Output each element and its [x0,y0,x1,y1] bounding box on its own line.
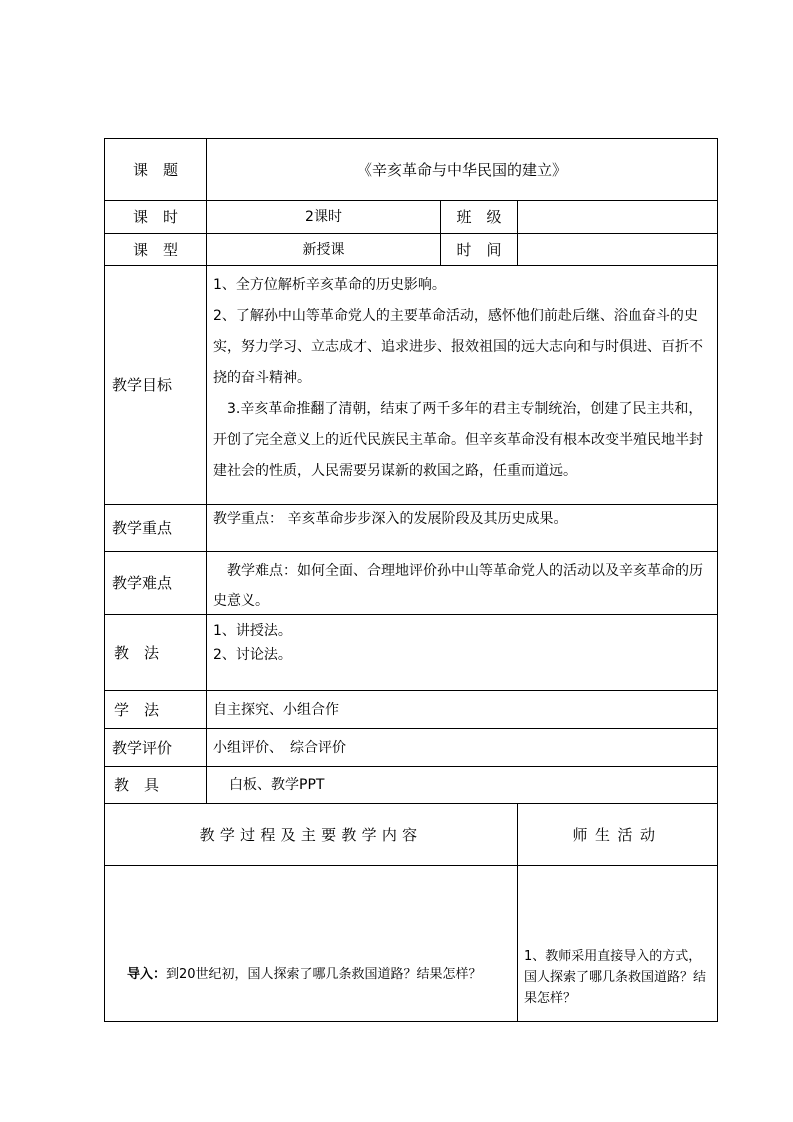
hours-value: 2课时 [305,209,342,225]
objectives-content [207,266,717,504]
intro-label: 导入： [127,967,167,982]
time-label: 时 间 [456,240,502,259]
methods-label: 教 法 [114,643,160,662]
objectives-label: 教学目标 [112,376,173,394]
key-points-text: 教学重点： 辛亥革命步步深入的发展阶段及其历史成果。 [213,511,568,527]
objective-3: 3.辛亥革命推翻了清朝，结束了两千多年的君主专制统治，创建了民主共和，开创了完全意义上的近代民族民主革命。但辛亥革命没有根本改变半殖民地半封建社会的性质，人民需要另谋新的救国之路，任重而道远。 [213,401,703,479]
objective-1: 1、全方位解析辛亥革命的历史影响。 [213,277,446,293]
process-header-left: 教学过程及主要教学内容 [199,825,423,844]
objective-2: 2、了解孙中山等革命党人的主要革命活动，感怀他们前赴后继、浴血奋斗的史实，努力学习、立志成才、追求进步、报效祖国的远大志向和与时俱进、百折不挠的奋斗精神。 [213,308,703,386]
class-label: 班 级 [456,208,502,226]
evaluation-text: 小组评价、 综合评价 [213,739,346,756]
learning-label: 学 法 [114,700,160,719]
intro-line [127,965,515,985]
lesson-title: 《辛亥革命与中华民国的建立》 [356,160,567,179]
type-label: 课 型 [132,240,178,259]
difficulties-label: 教学难点 [112,574,173,592]
type-value: 新授课 [302,241,345,258]
method-item: 1、讲授法。 [213,623,292,639]
time-value [518,234,717,265]
intro-content [105,866,517,1022]
method-item: 2、讨论法。 [213,647,292,663]
process-header-right: 师生活动 [572,825,663,844]
tools-text: 白板、教学PPT [229,777,325,793]
evaluation-label: 教学评价 [112,738,173,757]
intro-question: 到20世纪初，国人探索了哪几条救国道路？结果怎样？ [166,967,482,982]
learning-text: 自主探究、小组合作 [213,701,339,718]
topic-label: 课 题 [132,160,178,179]
tools-label: 教 具 [114,776,160,794]
class-value [518,201,717,233]
methods-list [207,615,717,690]
key-points-label: 教学重点 [112,519,173,537]
hours-label: 课 时 [132,208,178,226]
intro-activity: 1、教师采用直接导入的方式，国人探索了哪几条救国道路？结果怎样？ [524,949,707,1006]
difficulties-text: 教学难点：如何全面、合理地评价孙中山等革命党人的活动以及辛亥革命的历史意义。 [213,563,703,609]
